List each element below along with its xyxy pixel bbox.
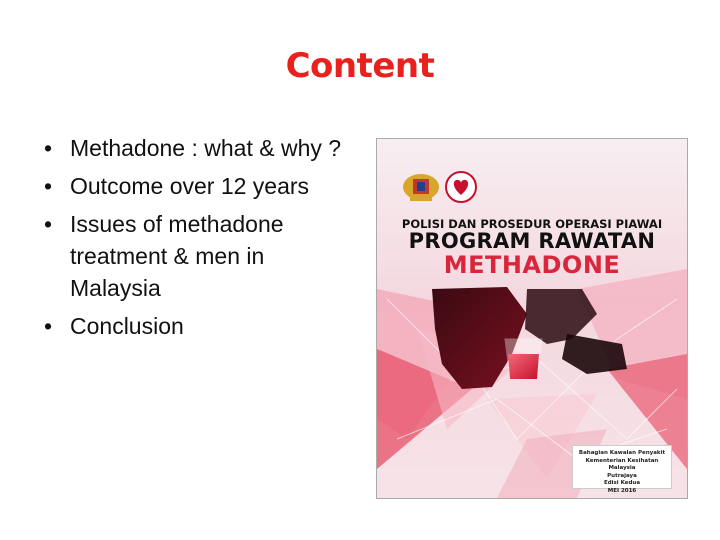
bullet-dot-icon: • [44,135,53,161]
bullet-item [40,208,350,304]
bullet-list [40,132,350,348]
bullet-item [40,170,350,202]
slide-title: Content [285,46,435,86]
publisher-line: Putrajaya [607,472,637,479]
bullet-dot-icon: • [44,211,53,237]
ministry-of-health-heart-icon [446,172,476,202]
bullet-text: Outcome over 12 years [70,173,310,199]
bullet-text: Issues of methadone treatment & men in Malaysia [70,211,284,301]
publisher-line: Bahagian Kawalan Penyakit [578,450,666,456]
bullet-item [40,310,350,342]
publisher-box [572,445,672,494]
publisher-line: Edisi Kedua [603,480,641,486]
cover-subtitle: POLISI DAN PROSEDUR OPERASI PIAWAI [401,217,663,231]
bullet-dot-icon: • [44,313,53,339]
cover-program-title: PROGRAM RAWATAN [408,229,656,253]
cover-drug-title: METHADONE [443,251,621,279]
publisher-line: MEI 2016 [607,487,637,494]
book-cover-image [376,138,688,499]
bullet-item [40,132,350,164]
bullet-text: Conclusion [70,313,184,339]
bullet-dot-icon: • [44,173,53,199]
bullet-text: Methadone : what & why ? [70,135,342,161]
publisher-line: Kementerian Kesihatan Malaysia [585,457,659,471]
